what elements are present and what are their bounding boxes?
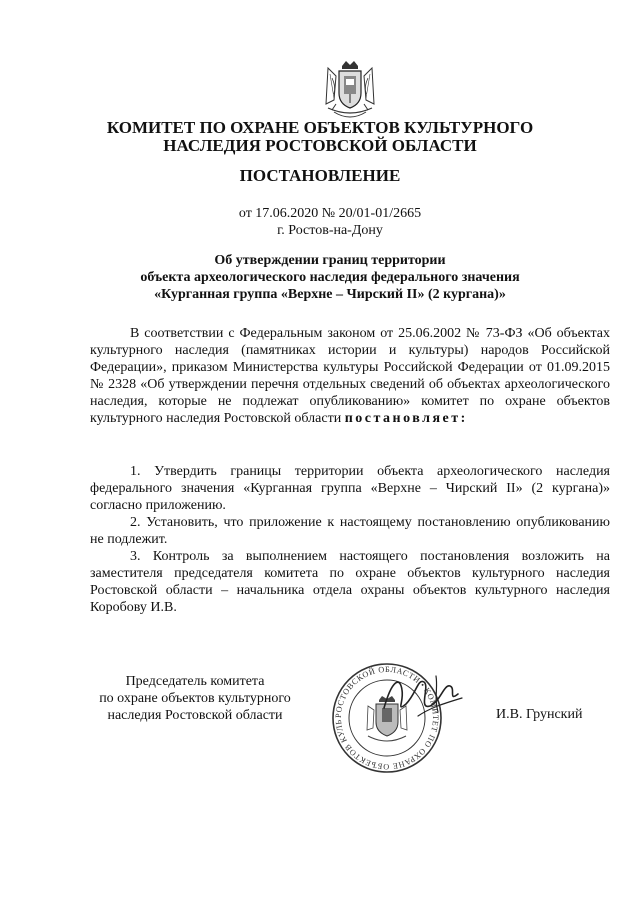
subject-line2: объекта археологического наследия федерального значения [140, 270, 520, 285]
coat-of-arms-emblem [322, 60, 378, 122]
org-name-line2: НАСЛЕДИЯ РОСТОВСКОЙ ОБЛАСТИ [163, 136, 477, 155]
signatory-name: И.В. Грунский [496, 707, 583, 722]
document-type: ПОСТАНОВЛЕНИЕ [239, 166, 401, 185]
resolves-word: постановляет: [344, 411, 468, 426]
list-item: 3. Контроль за выполнением настоящего постановления возложить на заместителя председателя комитета по охране объектов культурного наследия Ростовской области – начальника отдела охраны объектов культурного наследия Коробову И.В. [90, 549, 610, 615]
document-date-number: от 17.06.2020 № 20/01-01/2665 [238, 206, 422, 221]
position-line1: Председатель комитета [125, 674, 265, 689]
handwritten-signature [378, 668, 468, 728]
position-line2: по охране объектов культурного [99, 691, 291, 706]
preamble-text: В соответствии с Федеральным законом от 25.06.2002 № 73-ФЗ «Об объектах культурного наследия (памятниках истории и культуры) народов Российской Федерации», приказом Министерства культуры Российской Федерации от 01.09.2015 № 2328 «Об утверждении перечня отдельных сведений об объектах археологического наследия, которые не подлежат опубликованию» комитет по охране объектов культурного наследия Ростовской области [90, 326, 610, 426]
subject-line3: «Курганная группа «Верхне – Чирский II» (2 кургана)» [154, 287, 506, 302]
list-item: 1. Утвердить границы территории объекта археологического наследия федерального значения «Курганная группа «Верхне – Чирский II» (2 кургана)» согласно приложению. [90, 464, 610, 513]
org-name-line1: КОМИТЕТ ПО ОХРАНЕ ОБЪЕКТОВ КУЛЬТУРНОГО [106, 118, 534, 137]
list-item: 2. Установить, что приложение к настоящему постановлению опубликованию не подлежит. [90, 515, 610, 547]
position-line3: наследия Ростовской области [107, 708, 283, 723]
stamp-ring-text: РОСТОВСКОЙ ОБЛАСТИ • КОМИТЕТ ПО ОХРАНЕ ОБЪЕКТОВ КУЛЬ [333, 664, 441, 772]
resolution-items [90, 463, 610, 616]
signatory-position [80, 673, 310, 724]
document-city: г. Ростов-на-Дону [277, 223, 383, 238]
preamble-paragraph [90, 325, 610, 427]
subject-line1: Об утверждении границ территории [214, 253, 446, 268]
